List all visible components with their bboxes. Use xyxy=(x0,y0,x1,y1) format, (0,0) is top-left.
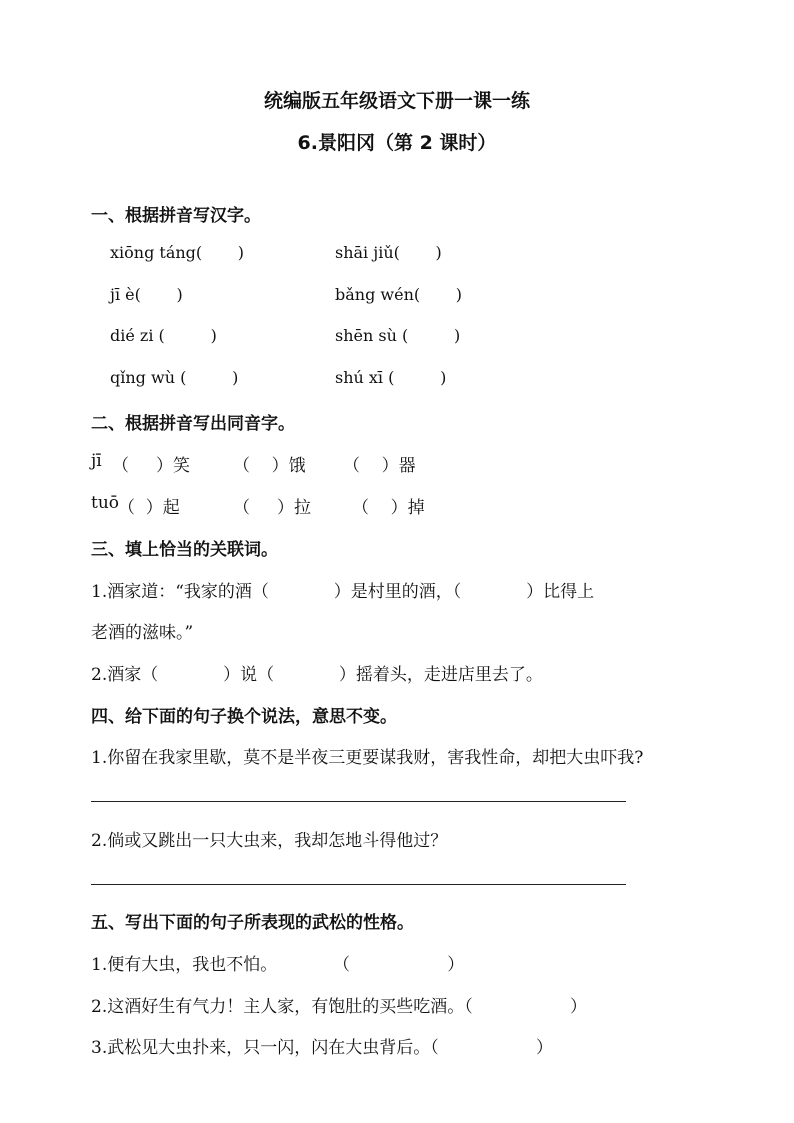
pinyin-item: shāi jiǔ( ) xyxy=(335,243,442,262)
homophone-item: （ ）起 xyxy=(118,498,180,518)
pinyin-item: xiōng táng( ) xyxy=(110,243,245,262)
pinyin-item: shú xī ( ) xyxy=(335,368,447,387)
page-subtitle: 6.景阳冈（第 2 课时） xyxy=(297,132,497,154)
section-4-heading: 四、给下面的句子换个说法，意思不变。 xyxy=(91,707,397,727)
question-5-1: 1.便有大虫，我也不怕。 xyxy=(91,955,278,975)
question-3-2: 2.酒家（ ）说（ ）摇着头，走进店里去了。 xyxy=(91,665,543,685)
pinyin-item: qǐng wù ( ) xyxy=(110,368,239,387)
pinyin-item: bǎng wén( ) xyxy=(335,285,462,304)
homophone-item: （ ）掉 xyxy=(352,498,425,518)
pinyin-item: dié zi ( ) xyxy=(110,326,217,345)
homophone-item: （ ）拉 xyxy=(233,498,312,518)
section-1-heading: 一、根据拼音写汉字。 xyxy=(91,206,261,226)
question-3-1-cont: 老酒的滋味。” xyxy=(91,623,194,643)
question-4-2: 2.倘或又跳出一只大虫来，我却怎地斗得他过？ xyxy=(91,831,448,851)
homophone-item: （ ）笑 xyxy=(112,456,191,476)
homophone-item: （ ）器 xyxy=(343,456,416,476)
section-2-heading: 二、根据拼音写出同音字。 xyxy=(91,414,295,434)
answer-bracket: （ ） xyxy=(333,955,465,975)
pinyin-item: jī è( ) xyxy=(110,285,183,304)
homophone-item: （ ）饿 xyxy=(233,456,306,476)
homophone-pinyin: jī xyxy=(91,451,102,471)
section-5-heading: 五、写出下面的句子所表现的武松的性格。 xyxy=(91,913,414,933)
answer-line[interactable] xyxy=(91,801,626,802)
section-3-heading: 三、填上恰当的关联词。 xyxy=(91,540,278,560)
pinyin-item: shēn sù ( ) xyxy=(335,326,461,345)
homophone-pinyin: tuō xyxy=(91,493,120,513)
question-5-3: 3.武松见大虫扑来，只一闪，闪在大虫背后。（ ） xyxy=(91,1038,553,1058)
answer-line[interactable] xyxy=(91,884,626,885)
page-title: 统编版五年级语文下册一课一练 xyxy=(263,90,530,112)
question-4-1: 1.你留在我家里歇，莫不是半夜三更要谋我财，害我性命，却把大虫吓我? xyxy=(91,748,644,768)
question-3-1: 1.酒家道：“我家的酒（ ）是村里的酒，（ ）比得上 xyxy=(91,582,595,602)
question-5-2: 2.这酒好生有气力！主人家，有饱肚的买些吃酒。（ ） xyxy=(91,997,587,1017)
